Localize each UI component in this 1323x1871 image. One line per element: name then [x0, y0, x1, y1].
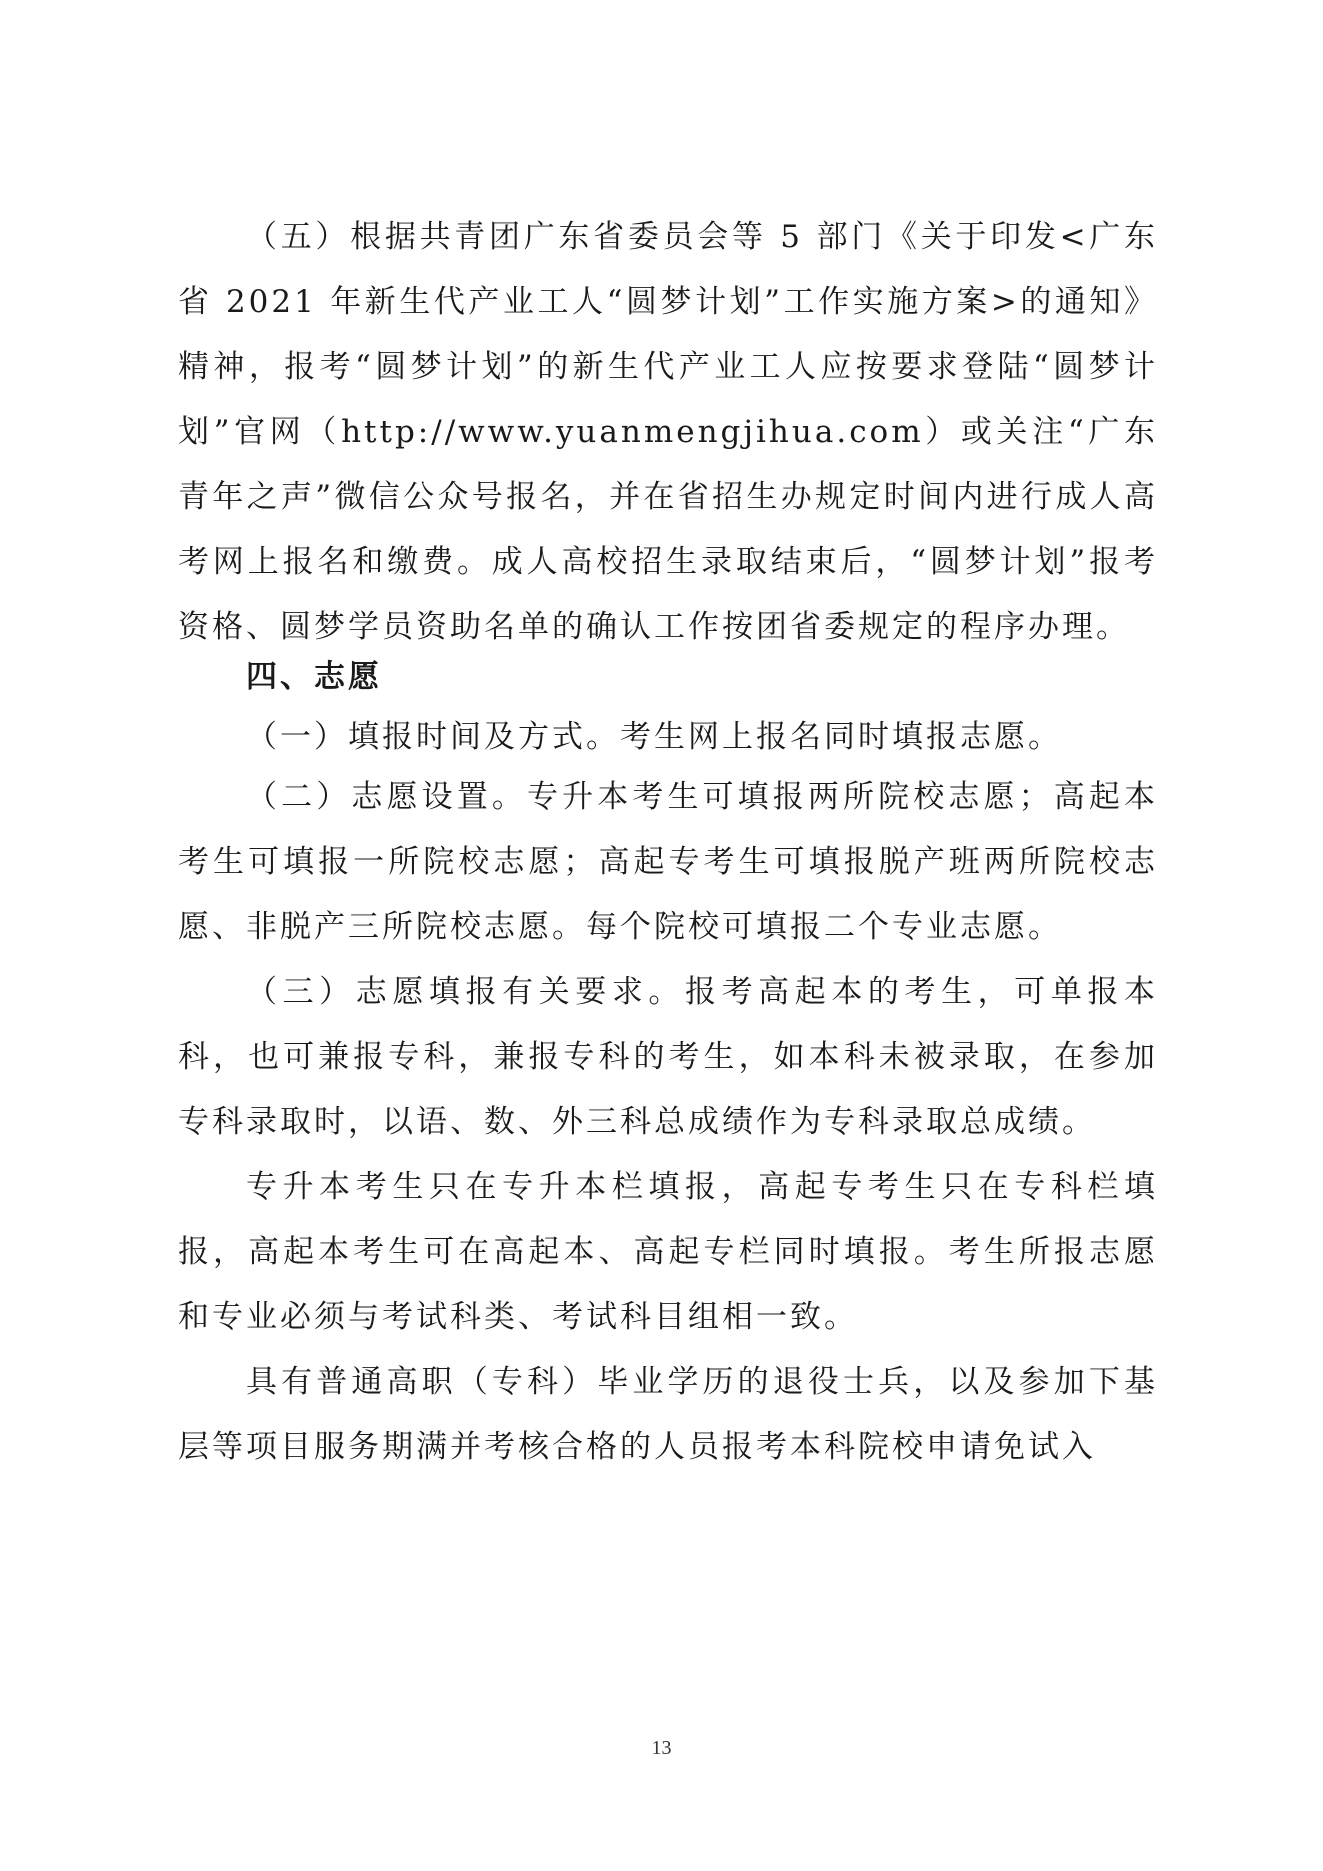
paragraph-subsection-3: （三）志愿填报有关要求。报考高起本的考生，可单报本科，也可兼报专科，兼报专科的考生，如本科未被录取，在参加专科录取时，以语、数、外三科总成绩作为专科录取总成绩。	[178, 974, 1158, 1140]
page-number: 13	[651, 1737, 672, 1759]
paragraph-zhuanshengben: 专升本考生只在专升本栏填报，高起专考生只在专科栏填报，高起本考生可在高起本、高起专栏同时填报。考生所报志愿和专业必须与考试科类、考试科目组相一致。	[178, 1169, 1158, 1335]
paragraph-subsection-2: （二）志愿设置。专升本考生可填报两所院校志愿；高起本考生可填报一所院校志愿；高起专考生可填报脱产班两所院校志愿、非脱产三所院校志愿。每个院校可填报二个专业志愿。	[178, 779, 1158, 945]
paragraph-subsection-1: （一）填报时间及方式。考生网上报名同时填报志愿。	[246, 719, 1062, 755]
paragraph-section-5: （五）根据共青团广东省委员会等 5 部门《关于印发<广东省 2021 年新生代产业工人“圆梦计划”工作实施方案>的通知》精神，报考“圆梦计划”的新生代产业工人应按要求登陆“圆梦计划”官网（http://www.yuanmengjihua.com）或关注“广东青年之声”微信公众号报名，并在省招生办规定时间内进行成人高考网上报名和缴费。成人高校招生录取结束后，“圆梦计划”报考资格、圆梦学员资助名单的确认工作按团省委规定的程序办理。	[178, 219, 1158, 645]
heading-section-4: 四、志愿	[246, 659, 382, 695]
paragraph-veterans: 具有普通高职（专科）毕业学历的退役士兵，以及参加下基层等项目服务期满并考核合格的人员报考本科院校申请免试入	[178, 1364, 1158, 1465]
